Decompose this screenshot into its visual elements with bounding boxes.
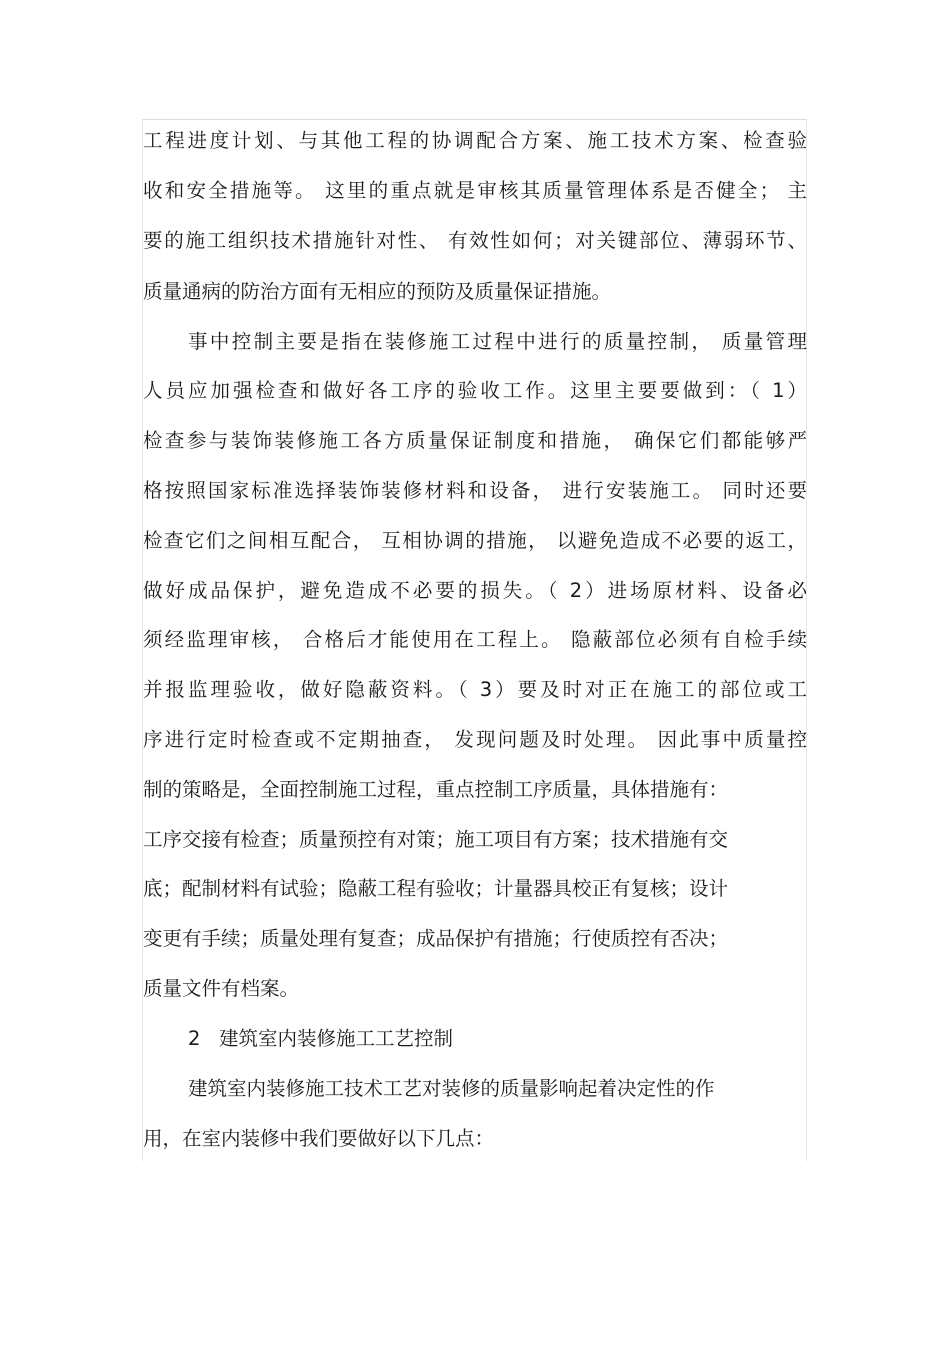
text-line-10: 做好成品保护，避免造成不必要的损失。（ 2）进场原材料、设备必 xyxy=(143,579,807,602)
text-line-16: 底；配制材料有试验；隐蔽工程有验收；计量器具校正有复核；设计 xyxy=(143,877,729,900)
text-line-21: 用，在室内装修中我们要做好以下几点： xyxy=(143,1127,495,1150)
text-line-18: 质量文件有档案。 xyxy=(143,977,300,1000)
text-line-4: 质量通病的防治方面有无相应的预防及质量保证措施。 xyxy=(143,280,612,303)
text-line-7: 检查参与装饰装修施工各方质量保证制度和措施， 确保它们都能够严 xyxy=(143,429,807,452)
text-line-1: 工程进度计划、与其他工程的协调配合方案、施工技术方案、检查验 xyxy=(143,129,807,152)
text-line-14: 制的策略是，全面控制施工过程，重点控制工序质量，具体措施有： xyxy=(143,778,729,801)
text-line-12: 并报监理验收，做好隐蔽资料。（ 3）要及时对正在施工的部位或工 xyxy=(143,678,807,701)
text-line-17: 变更有手续；质量处理有复查；成品保护有措施；行使质控有否决； xyxy=(143,927,729,950)
text-line-6: 人员应加强检查和做好各工序的验收工作。这里主要要做到：（ 1） xyxy=(143,379,807,402)
text-line-20: 建筑室内装修施工技术工艺对装修的质量影响起着决定性的作 xyxy=(188,1077,715,1100)
text-line-5: 事中控制主要是指在装修施工过程中进行的质量控制， 质量管理 xyxy=(188,330,807,353)
text-line-8: 格按照国家标准选择装饰装修材料和设备， 进行安装施工。 同时还要 xyxy=(143,479,807,502)
text-line-15: 工序交接有检查；质量预控有对策；施工项目有方案；技术措施有交 xyxy=(143,828,729,851)
text-line-13: 序进行定时检查或不定期抽查， 发现问题及时处理。 因此事中质量控 xyxy=(143,728,807,751)
section-heading: 2 建筑室内装修施工工艺控制 xyxy=(188,1027,454,1050)
text-line-2: 收和安全措施等。 这里的重点就是审核其质量管理体系是否健全； 主 xyxy=(143,179,807,202)
text-line-3: 要的施工组织技术措施针对性、 有效性如何；对关键部位、薄弱环节、 xyxy=(143,229,807,252)
text-line-11: 须经监理审核， 合格后才能使用在工程上。 隐蔽部位必须有自检手续 xyxy=(143,628,807,651)
text-line-9: 检查它们之间相互配合， 互相协调的措施， 以避免造成不必要的返工， xyxy=(143,529,807,552)
